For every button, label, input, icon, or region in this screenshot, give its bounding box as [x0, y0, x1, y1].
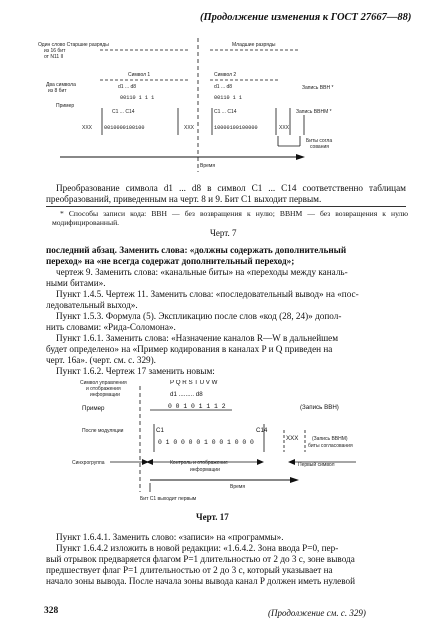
fig17-first-symbol: Первый символ [298, 462, 335, 468]
paragraph-153-2: нить словами: «Рида-Соломона». [46, 322, 176, 332]
fig7-left-label-1b: из 16 бит [44, 48, 66, 54]
fig7-time: Время [200, 163, 216, 169]
paragraph-161-2: будет определено» на «Пример кодирования в каналах P и Q приведен на [46, 344, 333, 354]
fig7-d-right: d1 ... d8 [214, 84, 233, 90]
fig17-write-bvn: (Запись ВВН) [300, 404, 339, 411]
paragraph-last-abzac-2-text: переход» на «не всегда содержат дополнительный переход»; [46, 256, 295, 266]
fig7-sync-bits-b: сования [310, 144, 329, 150]
figure-7-diagram [0, 0, 445, 180]
fig7-c-right: C1 ... C14 [214, 109, 237, 115]
paragraph-conversion: Преобразование символа d1 ... d8 в символ C1 ... C14 соответственно таблицам преобразований, приведенным на черт. 8 и 9. Бит C1 выходит первым. [46, 183, 406, 204]
fig17-c14: C14 [256, 427, 268, 434]
paragraph-1642-2: вый отрывок предваряется флагом P=1 длительностью от 2 до 3 с, зоне вывода [46, 554, 355, 564]
fig7-left-label-1: Один слово Старшие разряды [38, 42, 109, 48]
fig17-bit-c1: Бит C1 выходит первым [140, 496, 197, 502]
fig17-example: Пример [82, 405, 105, 412]
paragraph-chert9-2: ными битами». [46, 278, 106, 288]
fig7-xxx-right: XXX [279, 125, 290, 131]
fig17-pqrs: P Q R S T U V W [170, 380, 218, 386]
fig17-sync-group: Синхрогруппа [72, 460, 105, 466]
footnote: * Способы записи кода: ВВН — без возвращения к нулю; ВВНМ — без возвращения к нулю модифицированный. [52, 209, 408, 227]
fig17-d-range: d1 ......... d8 [170, 391, 203, 398]
fig7-bits-right: 00110 1 1 [214, 95, 243, 101]
fig17-c1: C1 [156, 427, 164, 434]
header-continuation: (Продолжение изменения к ГОСТ 27667—88) [200, 12, 412, 23]
paragraph-1642-3: предшествует флаг P=1 длительностью от 2 до 3 с, который указывает на [46, 565, 333, 575]
continued-note: (Продолжение см. с. 329) [268, 608, 366, 618]
paragraph-last-abzac-1 [46, 245, 406, 256]
fig7-example: Пример [56, 103, 75, 109]
fig7-write-bvnm: Запись ВВНМ * [296, 109, 332, 115]
fig17-write-bvnm-2: биты согласования [308, 443, 353, 449]
fig7-d-left: d1 ... d8 [118, 84, 137, 90]
paragraph-153-1: Пункт 1.5.3. Формула (5). Экспликацию после слов «код (28, 24)» допол- [56, 311, 342, 321]
fig17-time: Время [230, 484, 246, 490]
paragraph-chert9-1: чертеж 9. Заменить слова: «канальные биты» на «переходы между каналь- [56, 267, 348, 277]
paragraph-162: Пункт 1.6.2. Чертеж 17 заменить новым: [56, 366, 215, 376]
fig7-row2-label-b: из 8 бит [48, 88, 67, 94]
fig7-xxx-mid: XXX [184, 125, 195, 131]
fig17-ctrl-label-2: и отображения [86, 386, 121, 392]
fig17-bits: 0 0 1 0 1 1 1 2 [168, 403, 226, 410]
figure-17-diagram [0, 380, 445, 510]
paragraph-161-3: черт. 16а». (черт. см. с. 329). [46, 355, 156, 365]
paragraph-1642-1: Пункт 1.6.4.2 изложить в новой редакции: «1.6.4.2. Зона ввода P=0, пер- [56, 543, 339, 553]
paragraph-1642-4: начало зоны вывода. После начала зоны вывода канал P должен иметь нулевой [46, 576, 356, 586]
fig17-xxx: XXX [286, 435, 299, 442]
figure-17-caption: Черт. 17 [196, 512, 229, 522]
fig7-row2-label: Два символа [46, 82, 76, 88]
paragraph-145-2: ледовательный выход». [46, 300, 138, 310]
figure-7-caption: Черт. 7 [210, 228, 237, 238]
fig17-ctrl-display-2: информации [190, 467, 220, 473]
fig7-left-label-1c: от N11 II [44, 54, 64, 60]
fig7-c-left: C1 ... C14 [112, 109, 135, 115]
fig17-ctrl-display-1: Контроль и отображение [170, 460, 228, 466]
fig7-write-bvn: Запись ВВН * [302, 85, 334, 91]
fig7-bits-left: 00110 1 1 1 [120, 95, 155, 101]
footnote-divider [46, 206, 406, 207]
paragraph-161-1: Пункт 1.6.1. Заменить слова: «Назначение каналов R—W в дальнейшем [56, 333, 339, 343]
paragraph-last-abzac-2 [46, 256, 406, 267]
paragraph-1641: Пункт 1.6.4.1. Заменить слово: «записи» на «программы». [56, 532, 284, 542]
fig17-ctrl-label-1: Символ управления [80, 380, 127, 386]
fig7-seq-left: 0010000100100 [104, 125, 145, 131]
fig7-symbol1: Символ 1 [128, 72, 151, 78]
fig7-right-label-1: Младшие разряды [232, 42, 276, 48]
fig7-xxx-left: XXX [82, 125, 93, 131]
fig7-seq-right: 10000100100000 [214, 125, 258, 131]
fig17-write-bvnm-1: (Запись ВВНМ) [312, 436, 348, 442]
fig7-sync-bits: Биты согла [306, 138, 333, 144]
fig17-ctrl-label-3: информации [90, 392, 120, 398]
paragraph-145-1: Пункт 1.4.5. Чертеж 11. Заменить слова: «последовательный вывод» на «пос- [56, 289, 359, 299]
paragraph-last-abzac-1-text: последний абзац. Заменить слова: «должны содержать дополнительный [46, 245, 347, 255]
fig7-symbol2: Символ 2 [214, 72, 237, 78]
page-number: 328 [44, 606, 59, 616]
fig17-seq: 0 1 0 0 0 0 1 0 0 1 0 0 0 [158, 439, 254, 446]
fig17-after-mod: После модуляции [82, 428, 124, 434]
